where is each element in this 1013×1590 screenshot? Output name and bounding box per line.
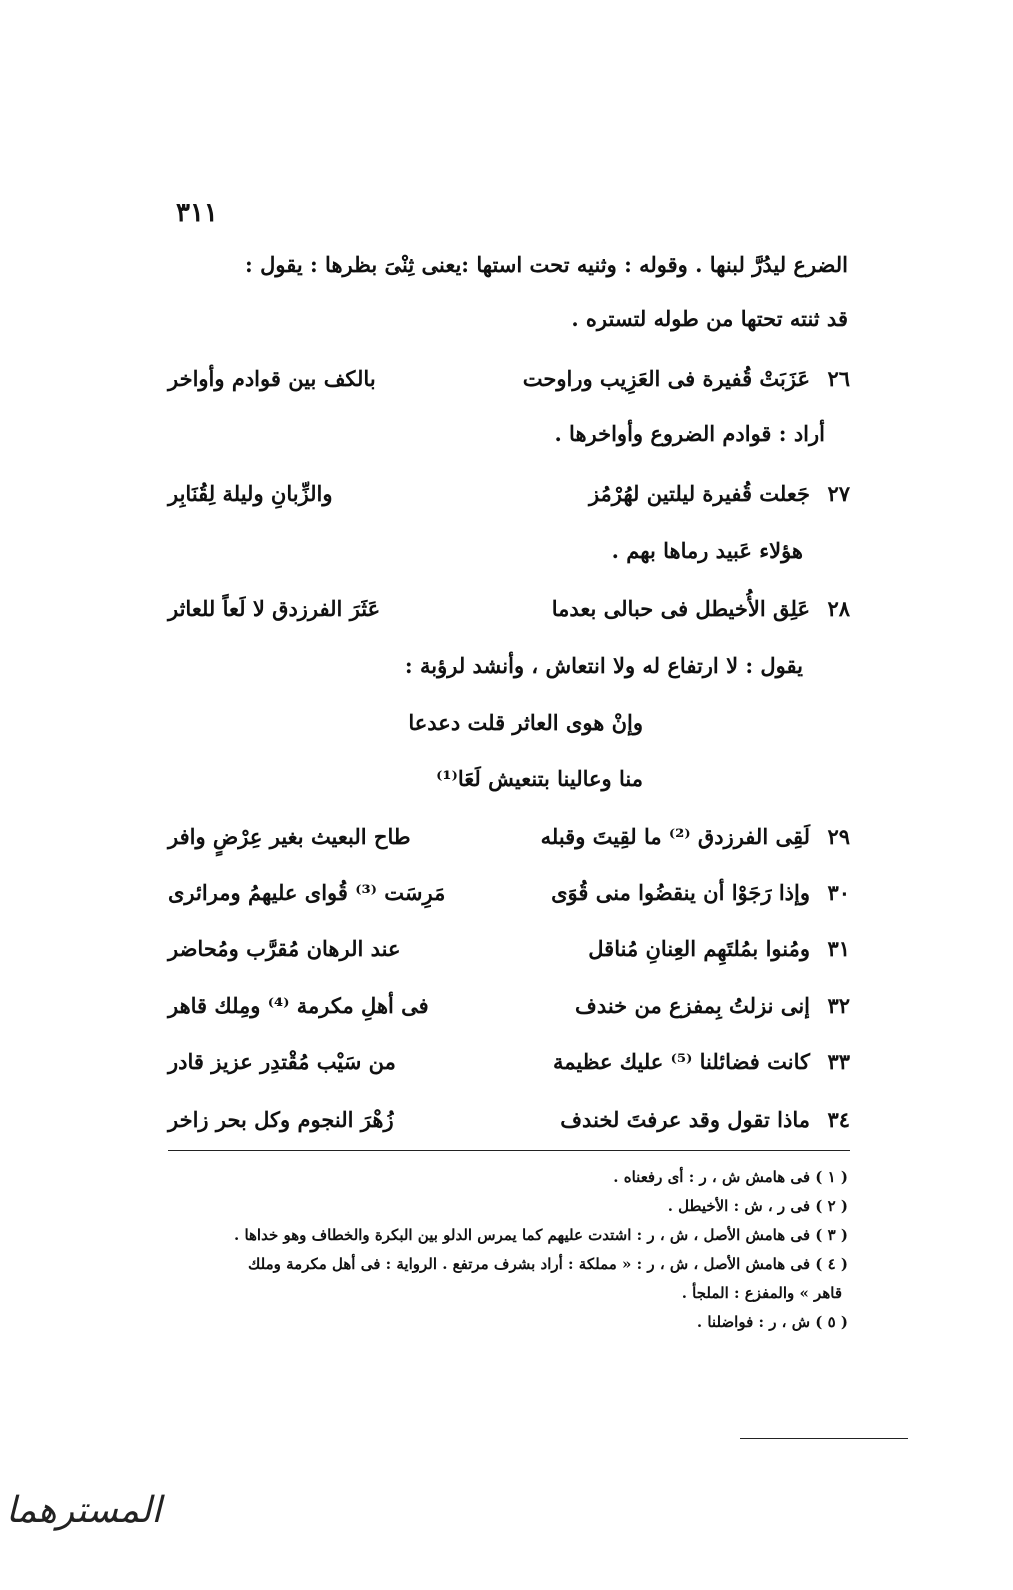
verse-number: ٣٣: [827, 1049, 850, 1074]
verse-31: [168, 936, 850, 970]
page-number: ٣١١: [176, 198, 218, 228]
verse-29: [168, 824, 850, 858]
verse-first-hemistich: عَزَبَتْ قُفيرة فى العَزِيب وراوحت: [522, 366, 810, 391]
verse-first-hemistich: كانت فضائلنا ⁽⁵⁾ عليك عظيمة: [552, 1049, 810, 1074]
verse-first-hemistich: وإذا رَجَوْا أن ينقضُوا منى قُوَى: [551, 880, 810, 905]
quote-line-2: منا وعالينا بتنعيش لَعَا⁽¹⁾: [436, 766, 643, 791]
verse-first-hemistich: ومُنوا بمُلتَهِم العِنانِ مُناقل: [588, 936, 810, 961]
verse-34: [168, 1107, 850, 1141]
footnote-divider: [168, 1150, 850, 1151]
footnote: ( ٢ ) فى ر ، ش : الأخيطل .: [667, 1197, 848, 1215]
verse-first-hemistich: جَعلت قُفيرة ليلتين لهُرْمُز: [588, 481, 810, 506]
verse-first-hemistich: ماذا تقول وقد عرفتَ لخندف: [560, 1107, 810, 1132]
verse-second-hemistich: والزِّبانِ وليلة لِقُنَابِر: [168, 481, 333, 506]
verse-second-hemistich: طاح البعيث بغير عِرْضٍ وافر: [168, 824, 411, 849]
intro-line-1: الضرع ليدُرَّ لبنها . وقوله : وثنيه تحت استها :يعنى ثِنْىَ بظرها : يقول :: [245, 252, 848, 277]
verse-first-hemistich: إنى نزلتُ بِمفزع من خندف: [575, 993, 810, 1018]
bottom-rule: [740, 1438, 908, 1439]
verse-second-hemistich: من سَيْب مُقْتدِر عزيز قادر: [168, 1049, 396, 1074]
verse-number: ٢٦: [827, 366, 850, 391]
footnotes: [168, 1163, 848, 1337]
verse-gloss: هؤلاء عَبيد رماها بهم .: [611, 538, 803, 563]
footnote: ( ٤ ) فى هامش الأصل ، ش ، ر : « مملكة : أراد بشرف مرتفع . الرواية : فى أهل مكرمة وملك: [248, 1255, 848, 1273]
verse-32: [168, 993, 850, 1027]
verse-number: ٣٤: [827, 1107, 850, 1132]
footnote: ( ١ ) فى هامش ش ، ر : أى رفعناه .: [613, 1168, 848, 1186]
verse-second-hemistich: عند الرهان مُقرَّب ومُحاضر: [168, 936, 401, 961]
verse-number: ٣١: [827, 936, 850, 961]
verse-first-hemistich: عَلِق الأُخيطل فى حبالى بعدما: [551, 596, 810, 621]
quote-line-1: وإنْ هوى العاثر قلت دعدعا: [408, 710, 643, 735]
intro-line-2: قد ثنته تحتها من طوله لتستره .: [571, 306, 848, 331]
verse-number: ٢٨: [827, 596, 850, 621]
verse-second-hemistich: زُهْرَ النجوم وكل بحر زاخر: [168, 1107, 394, 1132]
verse-28: [168, 596, 850, 630]
verse-gloss: يقول : لا ارتفاع له ولا انتعاش ، وأنشد لرؤبة :: [404, 653, 803, 678]
verse-second-hemistich: بالكف بين قوادم وأواخر: [168, 366, 376, 391]
verse-second-hemistich: فى أهلِ مكرمة ⁽⁴⁾ ومِلك قاهر: [168, 993, 429, 1018]
footnote-continuation: قاهر » والمفزع : الملجأ .: [681, 1284, 842, 1302]
verse-33: [168, 1049, 850, 1083]
verse-gloss: أراد : قوادم الضروع وأواخرها .: [554, 421, 825, 446]
verse-number: ٣٢: [827, 993, 850, 1018]
verse-number: ٢٩: [827, 824, 850, 849]
verse-number: ٢٧: [827, 481, 850, 506]
verse-second-hemistich: عَثَرَ الفرزدق لا لَعاً للعاثر: [168, 596, 381, 621]
verse-26: [168, 366, 850, 400]
footnote: ( ٣ ) فى هامش الأصل ، ش ، ر : اشتدت عليهم كما يمرس الدلو بين البكرة والخطاف وهو خداها .: [234, 1226, 848, 1244]
verse-30: [168, 880, 850, 914]
verse-second-hemistich: مَرِسَت ⁽³⁾ قُواى عليهمُ ومرائرى: [168, 880, 446, 905]
footnote: ( ٥ ) ش ، ر : فواضلنا .: [696, 1313, 848, 1331]
verse-27: [168, 481, 850, 515]
verse-number: ٣٠: [827, 880, 850, 905]
verse-first-hemistich: لَقِى الفرزدق ⁽²⁾ ما لقِيتَ وقبله: [540, 824, 810, 849]
library-seal-logo: المسترهما: [6, 1490, 162, 1531]
